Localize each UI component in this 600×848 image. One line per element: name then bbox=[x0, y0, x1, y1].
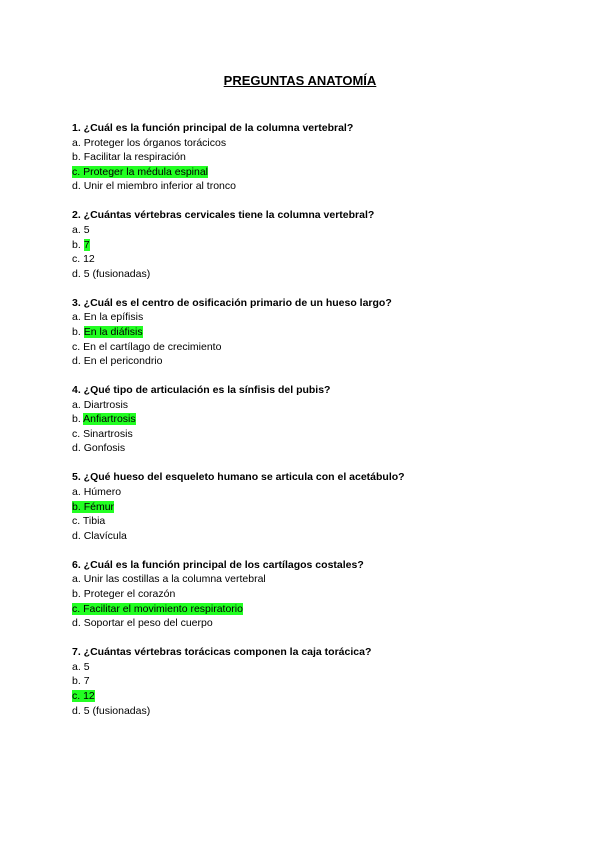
question-text: 1. ¿Cuál es la función principal de la columna vertebral? bbox=[72, 122, 354, 134]
option-letter: a. bbox=[72, 223, 84, 236]
option-letter: a. bbox=[72, 486, 84, 499]
option-letter: a. bbox=[72, 311, 84, 324]
option-text: En el cartílago de crecimiento bbox=[83, 340, 222, 353]
answer-option bbox=[72, 485, 532, 500]
answer-option bbox=[72, 529, 532, 544]
question-text: 7. ¿Cuántas vértebras torácicas componen la caja torácica? bbox=[72, 646, 372, 659]
option-letter: b. bbox=[72, 413, 84, 426]
answer-option-correct bbox=[72, 500, 532, 515]
answer-option bbox=[72, 310, 532, 325]
option-letter: d. bbox=[72, 704, 84, 717]
option-text: Gonfosis bbox=[83, 442, 126, 455]
question-text: 3. ¿Cuál es el centro de osificación primario de un hueso largo? bbox=[72, 296, 392, 309]
answer-option bbox=[72, 398, 532, 413]
option-text: 12 bbox=[83, 253, 95, 266]
answer-option bbox=[72, 660, 532, 675]
option-text: Proteger la médula espinal bbox=[83, 165, 209, 178]
option-letter: c. bbox=[72, 515, 83, 528]
option-letter: c. bbox=[72, 253, 84, 266]
answer-highlight bbox=[72, 603, 243, 615]
question-text: 2. ¿Cuántas vértebras cervicales tiene la columna vertebral? bbox=[72, 209, 375, 222]
option-text: 7 bbox=[83, 675, 90, 688]
option-letter: b. bbox=[72, 587, 84, 600]
question-block bbox=[72, 296, 532, 369]
answer-option bbox=[72, 354, 532, 369]
option-text: 5 (fusionadas) bbox=[83, 267, 151, 280]
option-text: En la diáfisis bbox=[83, 325, 143, 338]
option-text: Soportar el peso del cuerpo bbox=[83, 617, 213, 630]
option-letter: c. bbox=[72, 689, 84, 702]
option-text: Clavícula bbox=[83, 529, 127, 542]
option-text: 5 bbox=[83, 223, 90, 236]
question-block bbox=[72, 645, 532, 718]
question-block bbox=[72, 558, 532, 631]
answer-highlight bbox=[72, 690, 95, 702]
option-letter: a. bbox=[72, 136, 84, 149]
option-text: 5 bbox=[83, 660, 90, 673]
answer-option bbox=[72, 704, 532, 719]
question-block bbox=[72, 121, 532, 194]
option-letter: d. bbox=[72, 267, 84, 280]
option-text: En la epífisis bbox=[83, 311, 144, 324]
answer-option-correct bbox=[72, 165, 532, 180]
option-letter: d. bbox=[72, 442, 84, 455]
answer-option bbox=[72, 441, 532, 456]
option-text: 5 (fusionadas) bbox=[83, 704, 151, 717]
option-text: En el pericondrio bbox=[83, 355, 163, 368]
option-text: Facilitar el movimiento respiratorio bbox=[83, 602, 243, 615]
answer-highlight bbox=[72, 501, 114, 513]
page-title: PREGUNTAS ANATOMÍA bbox=[223, 73, 377, 88]
answer-option bbox=[72, 616, 532, 631]
option-text: 12 bbox=[83, 689, 95, 702]
option-letter: d. bbox=[72, 355, 84, 368]
answer-option bbox=[72, 572, 532, 587]
answer-option-correct bbox=[72, 602, 532, 617]
option-text: Unir las costillas a la columna vertebral bbox=[83, 573, 266, 586]
answer-option bbox=[72, 514, 532, 529]
answer-option-correct bbox=[72, 238, 532, 253]
answer-option bbox=[72, 587, 532, 602]
option-letter: d. bbox=[72, 180, 84, 193]
answer-option-correct bbox=[72, 412, 532, 427]
option-letter: c. bbox=[72, 602, 84, 615]
answer-option bbox=[72, 267, 532, 282]
option-letter: d. bbox=[72, 529, 84, 542]
question-text: 5. ¿Qué hueso del esqueleto humano se articula con el acetábulo? bbox=[72, 471, 405, 484]
question-block bbox=[72, 208, 532, 281]
answer-option bbox=[72, 252, 532, 267]
option-letter: c. bbox=[72, 165, 84, 178]
option-letter: d. bbox=[72, 617, 84, 630]
option-letter: b. bbox=[72, 238, 84, 251]
answer-highlight bbox=[72, 166, 208, 178]
option-text: Diartrosis bbox=[83, 398, 129, 411]
option-letter: a. bbox=[72, 398, 84, 411]
option-text: Fémur bbox=[83, 500, 115, 513]
answer-option-correct bbox=[72, 325, 532, 340]
option-text: Proteger el corazón bbox=[83, 587, 176, 600]
answer-option bbox=[72, 150, 532, 165]
option-letter: b. bbox=[72, 325, 84, 338]
option-letter: a. bbox=[72, 660, 84, 673]
question-text: 6. ¿Cuál es la función principal de los cartílagos costales? bbox=[72, 558, 364, 571]
answer-option bbox=[72, 427, 532, 442]
question-text: 4. ¿Qué tipo de articulación es la sínfisis del pubis? bbox=[72, 384, 331, 397]
answer-option bbox=[72, 340, 532, 355]
option-text: 7 bbox=[83, 238, 90, 251]
option-text: Tibia bbox=[82, 515, 106, 528]
answer-option bbox=[72, 136, 532, 151]
option-letter: b. bbox=[72, 675, 84, 688]
answer-option bbox=[72, 223, 532, 238]
answer-option bbox=[72, 179, 532, 194]
option-text: Anfiartrosis bbox=[83, 413, 136, 426]
question-block bbox=[72, 383, 532, 456]
option-letter: b. bbox=[72, 500, 84, 513]
option-letter: c. bbox=[72, 340, 84, 353]
answer-option bbox=[72, 674, 532, 689]
option-text: Húmero bbox=[83, 486, 122, 499]
option-letter: c. bbox=[72, 427, 84, 440]
option-text: Unir el miembro inferior al tronco bbox=[83, 180, 236, 193]
question-block bbox=[72, 470, 532, 543]
question-list bbox=[72, 121, 532, 733]
answer-option-correct bbox=[72, 689, 532, 704]
option-letter: a. bbox=[72, 573, 84, 586]
option-text: Proteger los órganos torácicos bbox=[83, 136, 227, 149]
option-text: Facilitar la respiración bbox=[83, 151, 186, 164]
option-letter: b. bbox=[72, 151, 84, 164]
option-text: Sinartrosis bbox=[83, 427, 133, 440]
